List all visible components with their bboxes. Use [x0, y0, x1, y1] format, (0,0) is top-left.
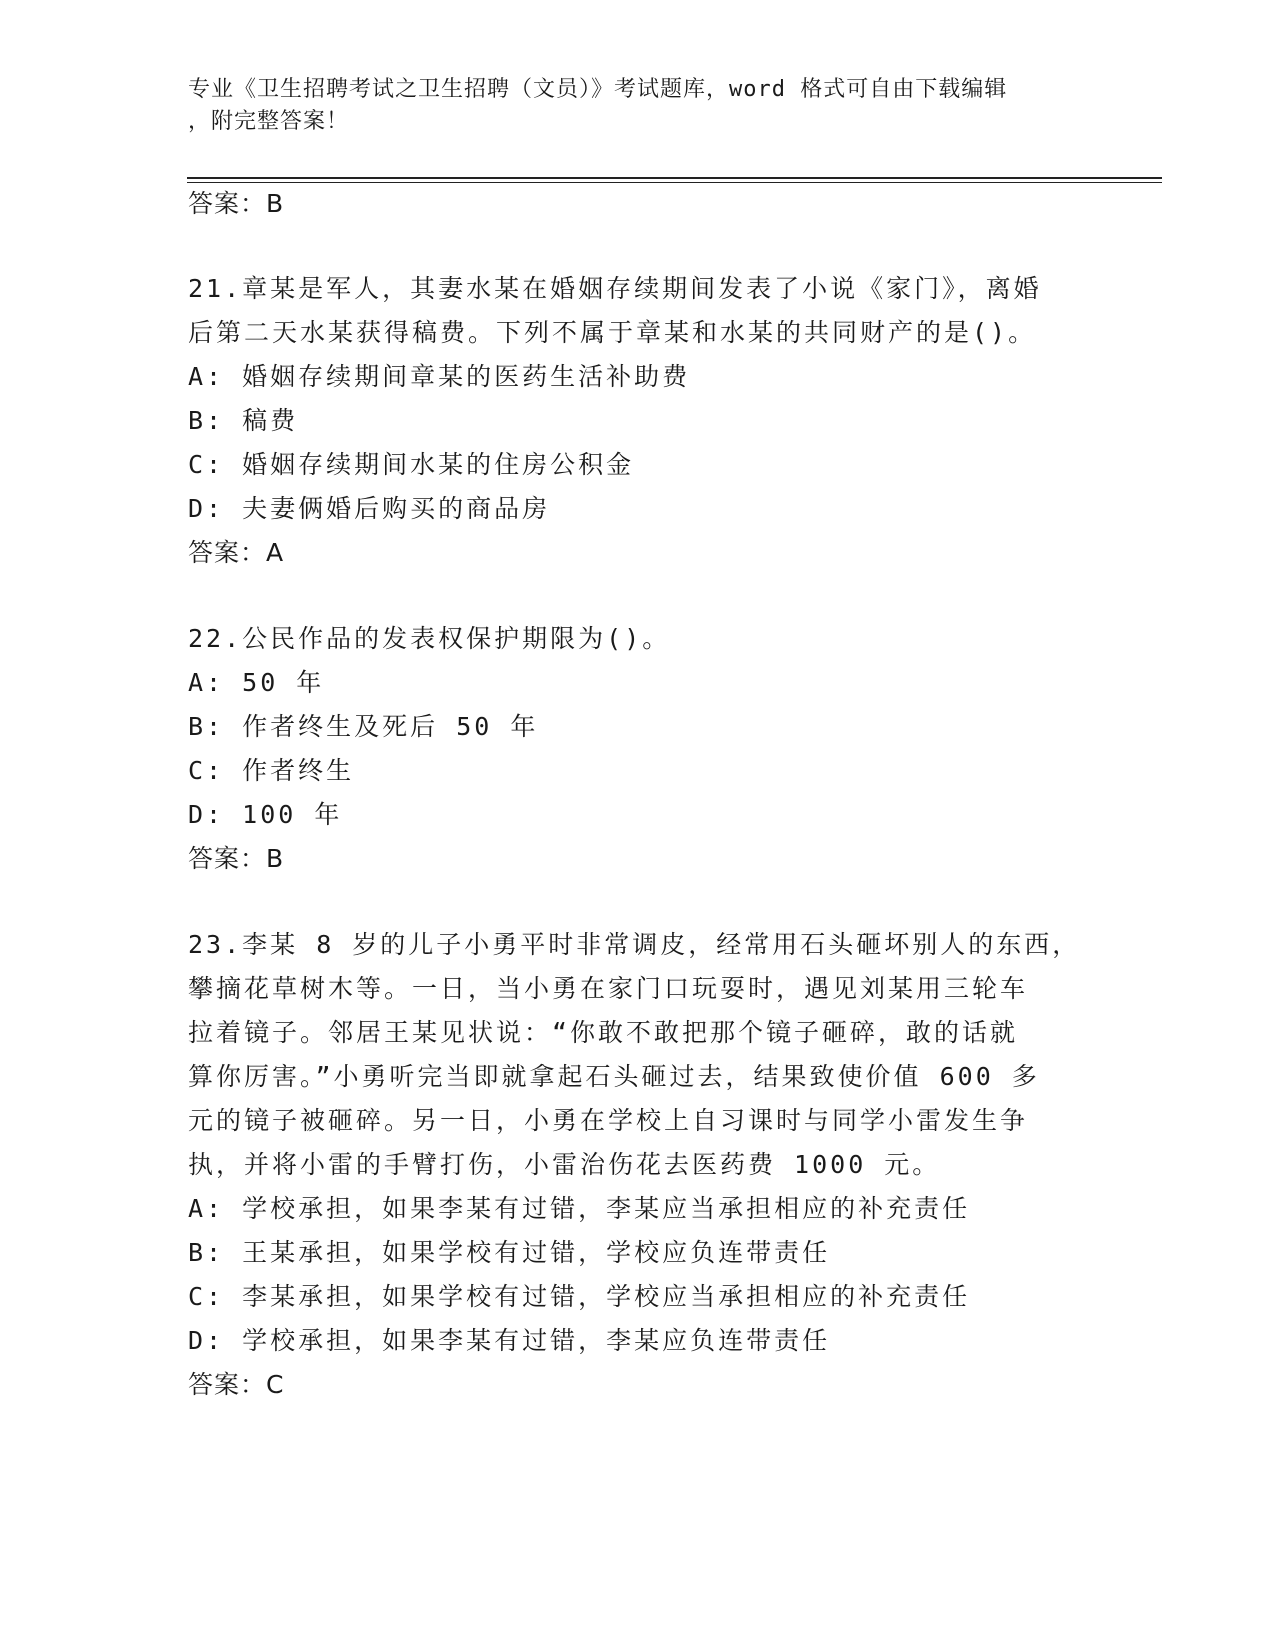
- q23-answer: 答案：C: [188, 1370, 285, 1399]
- q21-stem-line-1: 21.章某是军人，其妻水某在婚姻存续期间发表了小说《家门》，离婚: [188, 274, 1042, 303]
- q21-answer: 答案：A: [188, 538, 285, 567]
- q23-stem-line-5: 元的镜子被砸碎。另一日，小勇在学校上自习课时与同学小雷发生争: [188, 1106, 1029, 1135]
- q21-option-b: B: 稿费: [188, 406, 299, 435]
- q22-option-d: D: 100 年: [188, 800, 343, 829]
- previous-answer: 答案：B: [188, 189, 285, 218]
- q22-option-b: B: 作者终生及死后 50 年: [188, 712, 539, 741]
- q23-option-a: A: 学校承担，如果李某有过错，李某应当承担相应的补充责任: [188, 1194, 971, 1223]
- q22-answer: 答案：B: [188, 844, 285, 873]
- q21-option-a: A: 婚姻存续期间章某的医药生活补助费: [188, 362, 691, 391]
- q23-stem-line-4: 算你厉害。”小勇听完当即就拿起石头砸过去，结果致使价值 600 多: [188, 1062, 1040, 1091]
- header-divider-thin: [187, 182, 1162, 183]
- q23-stem-line-3: 拉着镜子。邻居王某见状说：“你敢不敢把那个镜子砸碎，敢的话就: [188, 1018, 1019, 1047]
- q23-stem-line-1: 23.李某 8 岁的儿子小勇平时非常调皮，经常用石头砸坏别人的东西，: [188, 930, 1081, 959]
- header-divider-thick: [187, 177, 1162, 179]
- q23-option-b: B: 王某承担，如果学校有过错，学校应负连带责任: [188, 1238, 831, 1267]
- document-header: [188, 74, 1068, 138]
- q22-stem-line-1: 22.公民作品的发表权保护期限为()。: [188, 624, 671, 653]
- q22-option-a: A: 50 年: [188, 668, 325, 697]
- q21-option-d: D: 夫妻俩婚后购买的商品房: [188, 494, 551, 523]
- q22-option-c: C: 作者终生: [188, 756, 355, 785]
- q23-option-c: C: 李某承担，如果学校有过错，学校应当承担相应的补充责任: [188, 1282, 971, 1311]
- q23-stem-line-6: 执，并将小雷的手臂打伤，小雷治伤花去医药费 1000 元。: [188, 1150, 941, 1179]
- q23-stem-line-2: 攀摘花草树木等。一日，当小勇在家门口玩耍时，遇见刘某用三轮车: [188, 974, 1029, 1003]
- header-line-2: ，附完整答案！: [188, 109, 350, 134]
- q23-option-d: D: 学校承担，如果李某有过错，李某应负连带责任: [188, 1326, 831, 1355]
- q21-option-c: C: 婚姻存续期间水某的住房公积金: [188, 450, 635, 479]
- q21-stem-line-2: 后第二天水某获得稿费。下列不属于章某和水某的共同财产的是()。: [188, 318, 1037, 347]
- header-line-1: 专业《卫生招聘考试之卫生招聘（文员）》考试题库，word 格式可自由下载编辑: [188, 77, 1008, 102]
